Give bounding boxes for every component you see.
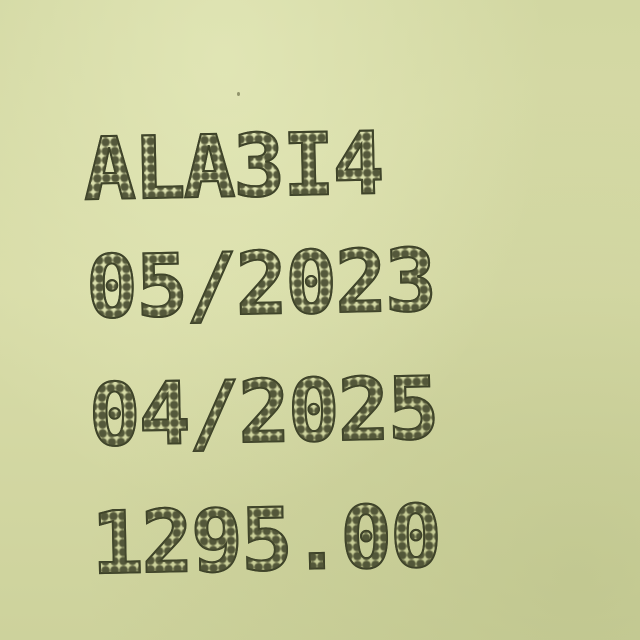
expiry-date-line: 04/2025 04/2025 <box>88 366 438 459</box>
manufacture-date-line: 05/2023 05/2023 <box>85 238 435 331</box>
dot-matrix-print-block <box>82 114 593 627</box>
price-line: 1295.00 1295.00 <box>91 494 441 587</box>
surface-speck <box>237 92 240 96</box>
batch-code-line: ALA3I4 ALA3I4 <box>83 121 383 213</box>
